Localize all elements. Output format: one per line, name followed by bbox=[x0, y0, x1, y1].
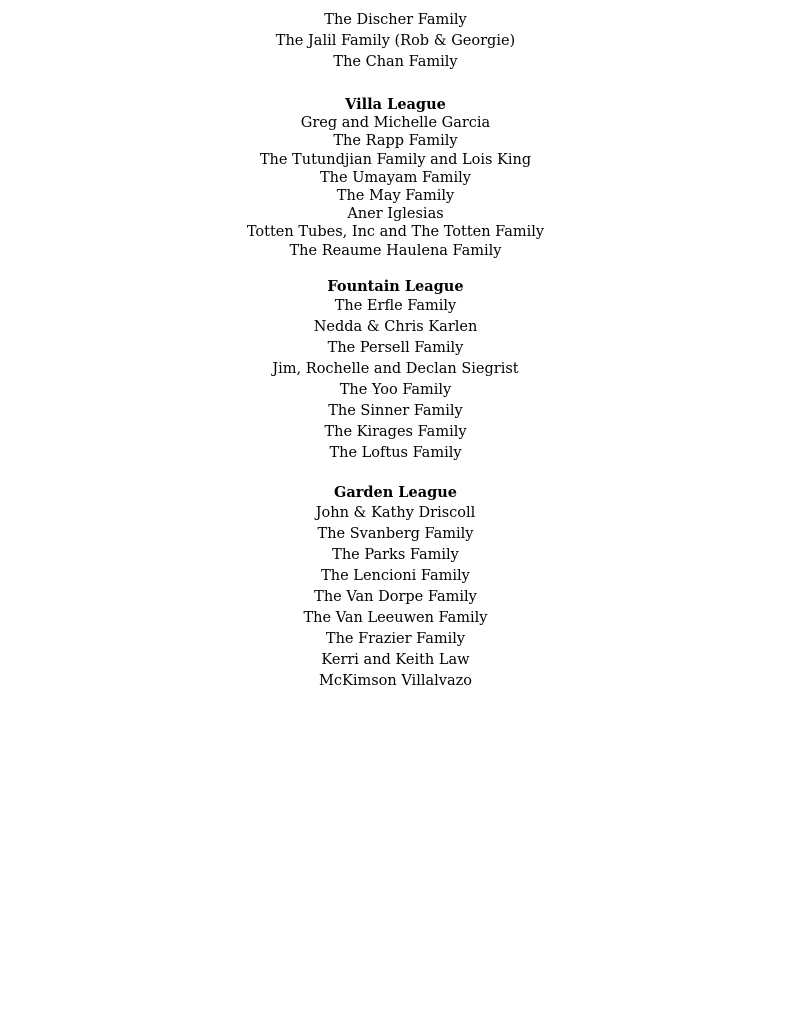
list-item: Kerri and Keith Law bbox=[321, 652, 470, 668]
list-item: Jim, Rochelle and Declan Siegrist bbox=[272, 361, 519, 377]
list-item: The Chan Family bbox=[333, 54, 458, 70]
garden-league-section bbox=[0, 482, 791, 692]
section-heading: Fountain League bbox=[327, 278, 464, 295]
list-item: Nedda & Chris Karlen bbox=[313, 319, 478, 335]
list-item: The May Family bbox=[336, 187, 455, 204]
fountain-league-section bbox=[0, 278, 791, 464]
list-item: Greg and Michelle Garcia bbox=[300, 115, 491, 132]
list-item: The Yoo Family bbox=[339, 382, 452, 398]
list-item: Totten Tubes, Inc and The Totten Family bbox=[246, 224, 545, 241]
list-item: The Umayam Family bbox=[320, 169, 471, 186]
list-item: The Erfle Family bbox=[334, 298, 457, 314]
list-item: The Parks Family bbox=[332, 547, 459, 563]
list-item: The Reaume Haulena Family bbox=[289, 242, 502, 259]
list-item: The Rapp Family bbox=[333, 133, 458, 150]
list-item: The Kirages Family bbox=[324, 424, 467, 440]
list-item: The Van Leeuwen Family bbox=[303, 610, 488, 626]
list-item: The Frazier Family bbox=[325, 631, 466, 647]
section-heading: Garden League bbox=[333, 484, 458, 501]
list-item: McKimson Villalvazo bbox=[319, 673, 472, 689]
list-item: John & Kathy Driscoll bbox=[315, 505, 476, 521]
list-item: The Persell Family bbox=[327, 340, 464, 356]
top-name-list bbox=[0, 10, 791, 73]
list-item: The Lencioni Family bbox=[321, 568, 470, 584]
list-item: The Discher Family bbox=[324, 12, 467, 28]
list-item: The Loftus Family bbox=[329, 445, 462, 461]
list-item: The Sinner Family bbox=[328, 403, 463, 419]
list-item: The Jalil Family (Rob & Georgie) bbox=[275, 33, 516, 49]
list-item: The Van Dorpe Family bbox=[314, 589, 477, 605]
section-heading: Villa League bbox=[345, 96, 446, 113]
list-item: The Tutundjian Family and Lois King bbox=[259, 151, 532, 168]
villa-league-section bbox=[0, 96, 791, 260]
list-item: Aner Iglesias bbox=[347, 206, 444, 223]
list-item: The Svanberg Family bbox=[317, 526, 474, 542]
